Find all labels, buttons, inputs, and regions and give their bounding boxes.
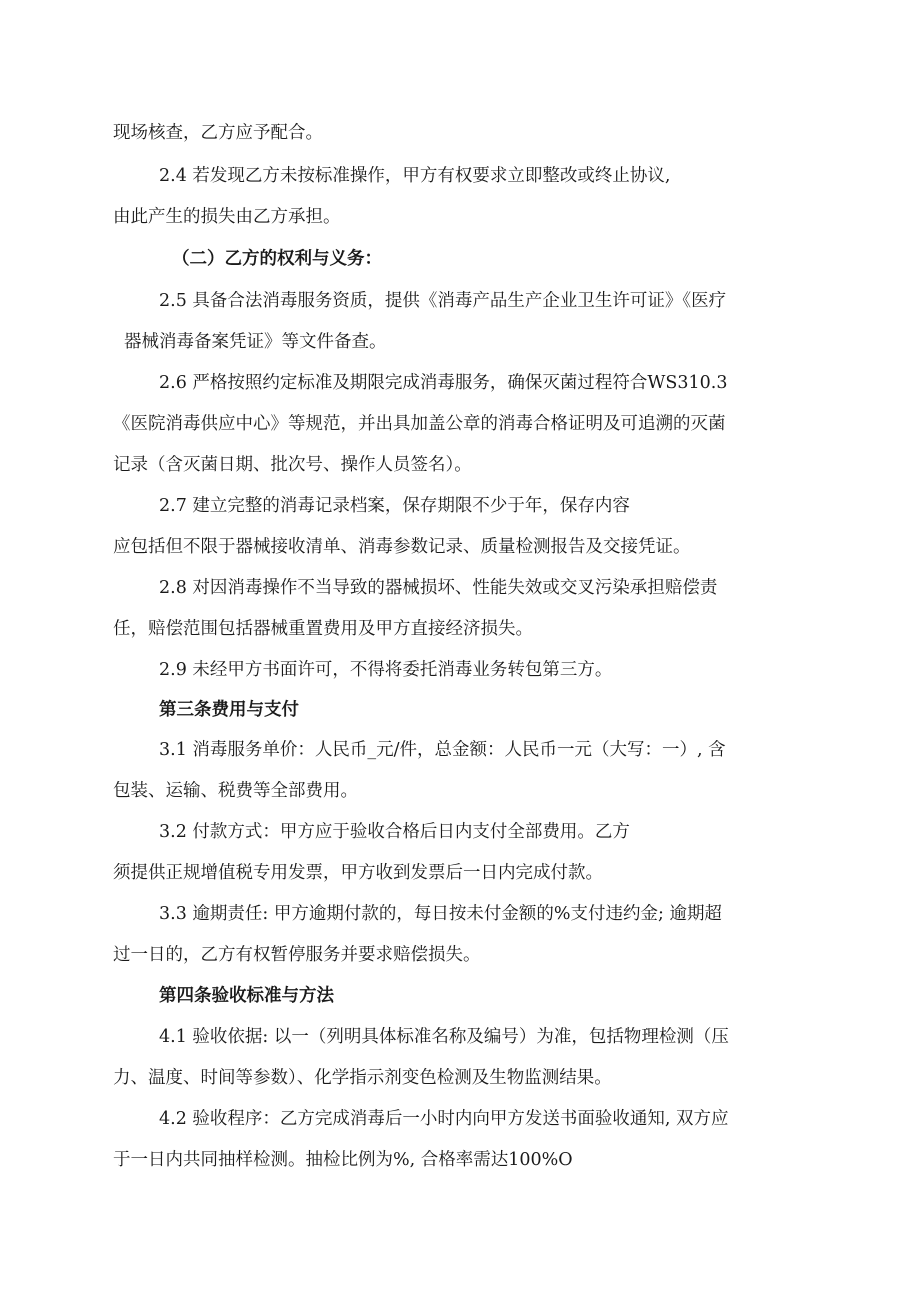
clause-2-8: 2.8 对因消毒操作不当导致的器械损坏、性能失效或交叉污染承担赔偿责 bbox=[159, 578, 718, 598]
clause-3-3: 3.3 逾期责任: 甲方逾期付款的，每日按未付金额的%支付违约金; 逾期超 bbox=[159, 904, 722, 924]
paragraph-line: 器械消毒备案凭证》等文件备查。 bbox=[124, 332, 387, 352]
clause-3-1: 3.1 消毒服务单价：人民币_元/件，总金额：人民币一元（大写：一）, 含 bbox=[159, 740, 726, 760]
clause-3-2: 3.2 付款方式：甲方应于验收合格后日内支付全部费用。乙方 bbox=[159, 822, 630, 842]
paragraph-line: 过一日的，乙方有权暂停服务并要求赔偿损失。 bbox=[113, 945, 481, 965]
article-3-heading: 第三条费用与支付 bbox=[159, 700, 299, 720]
clause-2-5: 2.5 具备合法消毒服务资质，提供《消毒产品生产企业卫生许可证》《医疗 bbox=[159, 291, 727, 311]
paragraph-line: 任，赔偿范围包括器械重置费用及甲方直接经济损失。 bbox=[113, 619, 533, 639]
paragraph-line: 包装、运输、税费等全部费用。 bbox=[113, 781, 358, 801]
clause-2-7: 2.7 建立完整的消毒记录档案，保存期限不少于年，保存内容 bbox=[159, 496, 630, 516]
clause-2-9: 2.9 未经甲方书面许可，不得将委托消毒业务转包第三方。 bbox=[159, 660, 613, 680]
paragraph-line: 由此产生的损失由乙方承担。 bbox=[113, 207, 341, 227]
clause-4-1: 4.1 验收依据: 以一（列明具体标准名称及编号）为准，包括物理检测（压 bbox=[159, 1027, 729, 1047]
paragraph-line: 于一日内共同抽样检测。抽检比例为%, 合格率需达100%O bbox=[113, 1150, 573, 1170]
paragraph-line: 须提供正规增值税专用发票，甲方收到发票后一日内完成付款。 bbox=[113, 863, 603, 883]
paragraph-line: 《医院消毒供应中心》等规范，并出具加盖公章的消毒合格证明及可追溯的灭菌 bbox=[113, 414, 726, 434]
clause-2-6: 2.6 严格按照约定标准及期限完成消毒服务，确保灭菌过程符合WS310.3 bbox=[159, 373, 728, 393]
paragraph-line: 记录（含灭菌日期、批次号、操作人员签名）。 bbox=[113, 455, 472, 475]
paragraph-line: 力、温度、时间等参数）、化学指示剂变色检测及生物监测结果。 bbox=[113, 1068, 612, 1088]
paragraph-line: 现场核查，乙方应予配合。 bbox=[113, 123, 323, 143]
clause-4-2: 4.2 验收程序：乙方完成消毒后一小时内向甲方发送书面验收通知, 双方应 bbox=[159, 1109, 729, 1129]
paragraph-line: 应包括但不限于器械接收清单、消毒参数记录、质量检测报告及交接凭证。 bbox=[113, 537, 691, 557]
article-4-heading: 第四条验收标准与方法 bbox=[159, 986, 334, 1006]
clause-2-4: 2.4 若发现乙方未按标准操作，甲方有权要求立即整改或终止协议, bbox=[159, 166, 671, 186]
section-heading-party-b: （二）乙方的权利与义务： bbox=[172, 249, 382, 269]
